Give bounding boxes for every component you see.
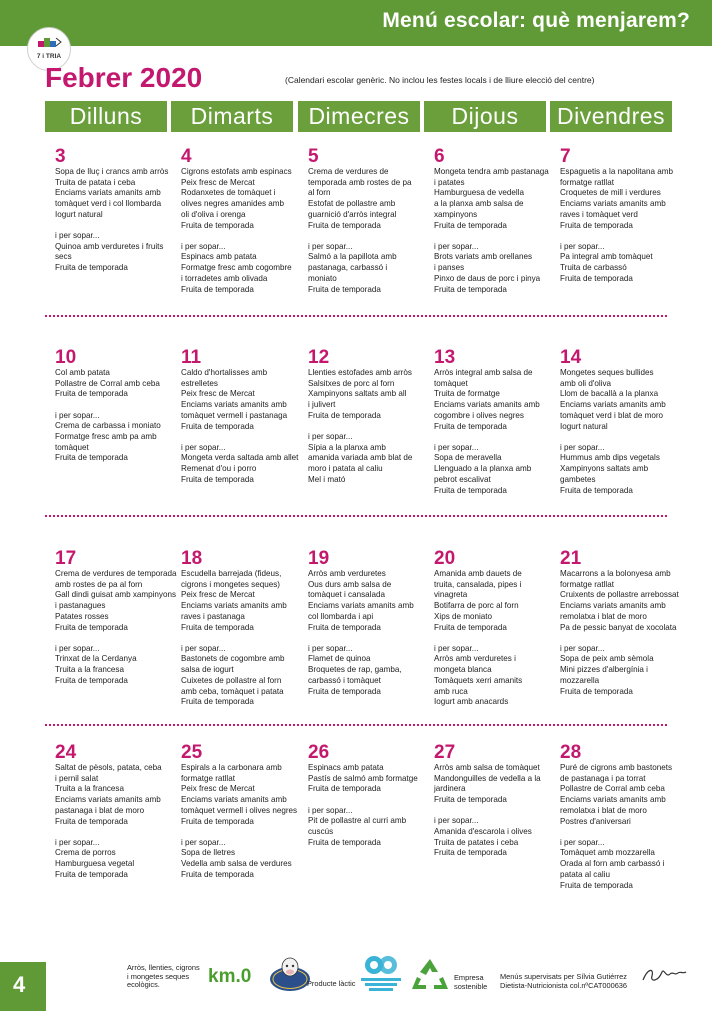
dinner-item: Hamburguesa vegetal <box>55 859 135 869</box>
day-number: 10 <box>55 347 77 368</box>
lunch-item: Cruixents de pollastre arrebossat <box>560 590 679 600</box>
sustainable-label: Empresa sostenible <box>454 973 488 991</box>
lunch-item: Postres d'aniversari <box>560 816 631 826</box>
lunch-item: Fruita de temporada <box>55 389 128 399</box>
menu-day-cell <box>308 743 430 848</box>
lunch-item: Fruita de temporada <box>308 784 381 794</box>
lunch-item: tomàquet vermell i olives negres <box>181 805 298 815</box>
lunch-item: Macarrons a la bolonyesa amb <box>560 569 671 578</box>
lunch-item: Peix fresc de Mercat <box>181 177 255 187</box>
lunch-item: Enciams variats amanits amb <box>560 601 666 611</box>
lunch-item: Fruita de temporada <box>181 622 254 632</box>
menu-day-cell <box>55 147 177 274</box>
dinner-item: Mini pizzes d'albergínia i <box>560 665 648 675</box>
lunch-item: pastanaga i blat de moro <box>55 805 145 815</box>
lunch-item: Arròs amb verduretes <box>308 569 386 578</box>
lunch-item: al forn <box>308 188 331 198</box>
lunch-item: Fruita de temporada <box>434 795 507 805</box>
lunch-item: tomàquet i cansalada <box>308 590 385 600</box>
dinner-item: Flamet de quinoa <box>308 654 371 664</box>
lunch-item: Peix fresc de Mercat <box>181 590 255 600</box>
dinner-heading: i per sopar... <box>560 643 605 653</box>
lunch-item: formatge ratllat <box>181 773 235 783</box>
dinner-heading: i per sopar... <box>434 643 479 653</box>
dinner-item: Fruita de temporada <box>560 485 633 495</box>
day-header-3: Dijous <box>424 101 546 132</box>
dinner-item: Fruita de temporada <box>560 686 633 696</box>
dinner-item: moro i patata al caliu <box>308 464 383 474</box>
lunch-item: Enciams variats amanits amb <box>55 188 161 198</box>
lunch-item: Peix fresc de Mercat <box>181 784 255 794</box>
lunch-item: oli d'oliva i orenga <box>181 209 246 219</box>
day-header-0: Dilluns <box>45 101 167 132</box>
dinner-item: Tomàquet amb mozzarella <box>560 848 655 858</box>
lunch-item: Col amb patata <box>55 368 110 377</box>
dinner-heading: i per sopar... <box>55 410 100 420</box>
page-number: 4 <box>13 972 26 997</box>
day-number: 18 <box>181 548 203 569</box>
dinner-item: Sopa de lletres <box>181 848 235 858</box>
day-number: 20 <box>434 548 456 569</box>
lunch-item: Pollastre de Corral amb ceba <box>560 784 665 794</box>
lunch-item: formatge ratllat <box>560 579 614 589</box>
day-number: 12 <box>308 347 330 368</box>
dinner-heading: i per sopar... <box>308 643 353 653</box>
dinner-item: amb ceba, tomàquet i patata <box>181 686 284 696</box>
dinner-item: Tomàquets xerri amanits <box>434 675 523 685</box>
day-number: 7 <box>560 146 571 167</box>
dinner-item: tomàquet <box>55 442 89 452</box>
dinner-item: Cuixetes de pollastre al forn <box>181 675 282 685</box>
dinner-item: pastanaga, carbassó i <box>308 263 388 273</box>
menu-day-cell <box>434 147 556 295</box>
lunch-item: Truita a la francesa <box>55 784 124 794</box>
lunch-item: Fruita de temporada <box>434 622 507 632</box>
lunch-item: amb rostes de pa al forn <box>55 579 143 589</box>
dinner-item: Crema de carbassa i moniato <box>55 421 161 431</box>
lunch-item: vinagreta <box>434 590 468 600</box>
lunch-item: Enciams variats amanits amb <box>181 601 287 611</box>
lunch-item: olives negres amanides amb <box>181 199 285 209</box>
dinner-heading: i per sopar... <box>308 805 353 815</box>
lunch-item: Mandonguilles de vedella a la <box>434 773 541 783</box>
dinner-item: Sípia a la planxa amb <box>308 442 386 452</box>
lunch-item: Espaguetis a la napolitana amb <box>560 167 673 176</box>
day-number: 13 <box>434 347 456 368</box>
lunch-item: Rodanxetes de tomàquet i <box>181 188 276 198</box>
dinner-item: amanida variada amb blat de <box>308 453 413 463</box>
lunch-item: xampinyons <box>434 209 478 219</box>
lunch-item: Patates rosses <box>55 611 109 621</box>
lunch-item: Enciams variats amanits amb <box>308 601 414 611</box>
dinner-item: Fruita de temporada <box>55 263 128 273</box>
day-number: 24 <box>55 742 77 763</box>
month-title: Febrer 2020 <box>45 62 203 93</box>
dinner-item: Fruita de temporada <box>181 474 254 484</box>
dinner-item: Vedella amb salsa de verdures <box>181 859 292 869</box>
lunch-item: Fruita de temporada <box>55 816 128 826</box>
lunch-item: Enciams variats amanits amb <box>560 795 666 805</box>
day-number: 3 <box>55 146 66 167</box>
lunch-item: Pa de pessic banyat de xocolata <box>560 622 677 632</box>
dinner-heading: i per sopar... <box>560 241 605 251</box>
dinner-item: Truita a la francesa <box>55 665 124 675</box>
dinner-item: mozzarella <box>560 675 600 685</box>
dinner-item: Sopa de meravella <box>434 453 502 463</box>
dairy-label: Producte làctic <box>307 979 356 988</box>
dinner-item: patata al caliu <box>560 869 610 879</box>
lunch-item: cogombre i olives negres <box>434 410 524 420</box>
day-number: 27 <box>434 742 456 763</box>
dinner-item: Fruita de temporada <box>434 284 507 294</box>
dinner-item: Crema de porros <box>55 848 116 858</box>
dinner-item: Truita de patates i ceba <box>434 837 519 847</box>
lunch-item: Crema de verdures de temporada <box>55 569 177 578</box>
lunch-item: formatge ratllat <box>560 177 614 187</box>
dinner-heading: i per sopar... <box>308 241 353 251</box>
page-number-box <box>0 962 46 1011</box>
dinner-item: Quinoa amb verduretes i fruits <box>55 241 164 251</box>
dinner-item: Mel i mató <box>308 474 346 484</box>
menu-day-cell <box>181 147 303 295</box>
dinner-item: Pit de pollastre al curri amb <box>308 816 407 826</box>
dinner-heading: i per sopar... <box>308 432 353 442</box>
dinner-item: Llenguado a la planxa amb <box>434 464 532 474</box>
lunch-item: Pollastre de Corral amb ceba <box>55 378 160 388</box>
lunch-item: i patates <box>434 177 465 187</box>
day-number: 21 <box>560 548 582 569</box>
week-separator <box>45 724 667 726</box>
lunch-item: Amanida amb dauets de <box>434 569 522 578</box>
dinner-heading: i per sopar... <box>560 442 605 452</box>
menu-day-cell <box>434 743 556 859</box>
lunch-item: i pernil salat <box>55 773 99 783</box>
lunch-item: Arròs amb salsa de tomàquet <box>434 763 540 772</box>
day-header-1: Dimarts <box>171 101 293 132</box>
lunch-item: Enciams variats amanits amb <box>181 400 287 410</box>
dinner-item: Fruita de temporada <box>181 284 254 294</box>
dinner-item: secs <box>55 252 72 262</box>
menu-day-cell <box>181 743 303 881</box>
menu-day-cell <box>308 348 430 486</box>
lunch-item: Escudella barrejada (fideus, <box>181 569 282 578</box>
lunch-item: Gall dindi guisat amb xampinyons <box>55 590 177 600</box>
lunch-item: Fruita de temporada <box>181 220 254 230</box>
dinner-item: Orada al forn amb carbassó i <box>560 859 665 869</box>
header-bar <box>0 0 712 46</box>
lunch-item: col llombarda i api <box>308 611 374 621</box>
day-number: 19 <box>308 548 330 569</box>
dinner-heading: i per sopar... <box>434 241 479 251</box>
lunch-item: tomàquet verd i col llombarda <box>55 199 162 209</box>
dinner-item: mongeta blanca <box>434 665 492 675</box>
dinner-item: Trinxat de la Cerdanya <box>55 654 137 664</box>
signature-icon <box>640 964 688 986</box>
day-header-4: Divendres <box>550 101 672 132</box>
menu-day-cell <box>434 549 556 708</box>
dinner-item: salsa de iogurt <box>181 665 234 675</box>
dairy-cow-logo-icon <box>268 955 312 993</box>
menu-day-cell <box>560 743 682 891</box>
dinner-item: Fruita de temporada <box>560 880 633 890</box>
day-number: 5 <box>308 146 319 167</box>
dinner-item: Amanida d'escarola i olives <box>434 827 532 837</box>
dinner-heading: i per sopar... <box>181 643 226 653</box>
lunch-item: Enciams variats amanits amb <box>434 400 540 410</box>
dinner-heading: i per sopar... <box>55 643 100 653</box>
dinner-item: gambetes <box>560 474 596 484</box>
lunch-item: Puré de cigrons amb bastonets <box>560 763 673 772</box>
day-number: 6 <box>434 146 445 167</box>
lunch-item: temporada amb rostes de pa <box>308 177 412 187</box>
lunch-item: Fruita de temporada <box>308 220 381 230</box>
menu-day-cell <box>560 348 682 496</box>
lunch-item: Arròs integral amb salsa de <box>434 368 533 377</box>
dinner-item: pebrot escalivat <box>434 474 491 484</box>
dinner-heading: i per sopar... <box>181 837 226 847</box>
calendar-note: (Calendari escolar genèric. No inclou les festes locals i de lliure elecció del centre) <box>285 75 595 85</box>
day-number: 26 <box>308 742 330 763</box>
lunch-item: Caldo d'hortalisses amb <box>181 368 268 377</box>
lunch-item: i pastanagues <box>55 601 106 611</box>
dinner-item: moniato <box>308 273 337 283</box>
dinner-item: Bastonets de cogombre amb <box>181 654 285 664</box>
lunch-item: Ous durs amb salsa de <box>308 579 392 589</box>
lunch-item: Fruita de temporada <box>434 421 507 431</box>
lunch-item: Fruita de temporada <box>308 410 381 420</box>
lunch-item: Xampinyons saltats amb all <box>308 389 407 399</box>
dinner-item: Broquetes de rap, gamba, <box>308 665 402 675</box>
lunch-item: estrelletes <box>181 378 218 388</box>
menu-day-cell <box>308 549 430 697</box>
lunch-item: Enciams variats amanits amb <box>560 199 666 209</box>
menu-day-cell <box>434 348 556 496</box>
lunch-item: raves i tomàquet verd <box>560 209 638 219</box>
dinner-item: Formatge fresc amb cogombre <box>181 263 292 273</box>
lunch-item: Croquetes de mill i verdures <box>560 188 661 198</box>
day-number: 17 <box>55 548 77 569</box>
cubes-icon <box>36 36 62 50</box>
menu-day-cell <box>181 348 303 486</box>
day-number: 28 <box>560 742 582 763</box>
menu-day-cell <box>560 147 682 285</box>
business-social-value-logo-icon <box>359 951 403 995</box>
dinner-item: Formatge fresc amb pa amb <box>55 432 157 442</box>
day-number: 14 <box>560 347 582 368</box>
lunch-item: Fruita de temporada <box>181 816 254 826</box>
dinner-item: Fruita de temporada <box>434 848 507 858</box>
dinner-item: Brots variats amb orellanes <box>434 252 533 262</box>
dinner-item: Fruita de temporada <box>308 686 381 696</box>
lunch-item: Llom de bacallà a la planxa <box>560 389 659 399</box>
week-separator <box>45 315 667 317</box>
lunch-item: Fruita de temporada <box>434 220 507 230</box>
dinner-item: Fruita de temporada <box>55 869 128 879</box>
dinner-item: Fruita de temporada <box>55 453 128 463</box>
organic-note: Arròs, llenties, cigrons i mongetes seques ecològics. <box>127 963 200 989</box>
lunch-item: Xips de moniato <box>434 611 493 621</box>
dinner-item: Sopa de peix amb sèmola <box>560 654 654 664</box>
lunch-item: de pastanaga i pa torrat <box>560 773 646 783</box>
dinner-heading: i per sopar... <box>560 837 605 847</box>
day-number: 25 <box>181 742 203 763</box>
dinner-heading: i per sopar... <box>434 816 479 826</box>
lunch-item: i julivert <box>308 400 336 410</box>
lunch-item: Fruita de temporada <box>308 622 381 632</box>
dinner-item: Fruita de temporada <box>308 837 381 847</box>
dinner-item: Fruita de temporada <box>434 485 507 495</box>
dinner-heading: i per sopar... <box>434 442 479 452</box>
lunch-item: Truita de patata i ceba <box>55 177 136 187</box>
day-header-2: Dimecres <box>298 101 420 132</box>
lunch-item: raves i pastanaga <box>181 611 245 621</box>
lunch-item: Saltat de pèsols, patata, ceba <box>55 763 162 772</box>
lunch-item: jardinera <box>434 784 466 794</box>
lunch-item: Mongetes seques bullides <box>560 368 654 377</box>
dinner-item: Fruita de temporada <box>181 869 254 879</box>
menu-day-cell <box>308 147 430 295</box>
dinner-heading: i per sopar... <box>181 442 226 452</box>
lunch-item: tomàquet vermell i pastanaga <box>181 410 288 420</box>
dinner-item: carbassó i tomàquet <box>308 675 381 685</box>
dinner-heading: i per sopar... <box>55 837 100 847</box>
lunch-item: Llenties estofades amb arròs <box>308 368 412 377</box>
lunch-item: Espinacs amb patata <box>308 763 384 772</box>
lunch-item: Fruita de temporada <box>181 421 254 431</box>
lunch-item: Enciams variats amanits amb <box>181 795 287 805</box>
dinner-item: Xampinyons saltats amb <box>560 464 649 474</box>
lunch-item: Fruita de temporada <box>55 622 128 632</box>
dinner-item: Fruita de temporada <box>55 675 128 685</box>
dinner-item: Hummus amb dips vegetals <box>560 453 660 463</box>
menu-day-cell <box>55 348 177 464</box>
lunch-item: Salsitxes de porc al forn <box>308 378 395 388</box>
supervisor-note: Menús supervisats per Sílvia Gutiérrez Dietista-Nutricionista col.nºCAT000636 <box>500 972 628 990</box>
dinner-heading: i per sopar... <box>181 241 226 251</box>
lunch-item: Fruita de temporada <box>560 220 633 230</box>
dinner-item: Remenat d'ou i porro <box>181 464 257 474</box>
dinner-item: Arròs amb verduretes i <box>434 654 516 664</box>
dinner-item: i panses <box>434 263 465 273</box>
dinner-item: Fruita de temporada <box>308 284 381 294</box>
dinner-item: Espinacs amb patata <box>181 252 257 262</box>
menu-day-cell <box>181 549 303 708</box>
lunch-item: Iogurt natural <box>560 421 608 431</box>
lunch-item: cigrons i mongetes seques) <box>181 579 280 589</box>
logo-text: 7 i TRIA <box>36 53 62 60</box>
week-separator <box>45 515 667 517</box>
lunch-item: Sopa de lluç i crancs amb arròs <box>55 167 169 176</box>
dinner-item: i torradetes amb olivada <box>181 273 268 283</box>
lunch-item: remolatxa i blat de moro <box>560 611 647 621</box>
km0-logo: km.0 <box>208 966 252 987</box>
lunch-item: Estofat de pollastre amb <box>308 199 396 209</box>
dinner-item: Fruita de temporada <box>560 273 633 283</box>
lunch-item: tomàquet <box>434 378 468 388</box>
lunch-item: Cigrons estofats amb espinacs <box>181 167 292 176</box>
lunch-item: truita, cansalada, pipes i <box>434 579 522 589</box>
menu-day-cell <box>55 549 177 687</box>
dinner-item: Truita de carbassó <box>560 263 627 273</box>
lunch-item: a la planxa amb salsa de <box>434 199 524 209</box>
dinner-heading: i per sopar... <box>55 231 100 241</box>
lunch-item: Pastís de salmó amb formatge <box>308 773 418 783</box>
lunch-item: Crema de verdures de <box>308 167 389 176</box>
lunch-item: tomàquet verd i blat de moro <box>560 410 664 420</box>
lunch-item: Enciams variats amanits amb <box>560 400 666 410</box>
recycle-icon <box>410 957 450 993</box>
lunch-item: Hamburguesa de vedella <box>434 188 524 198</box>
dinner-item: Pa integral amb tomàquet <box>560 252 653 262</box>
lunch-item: Peix fresc de Mercat <box>181 389 255 399</box>
header-title: Menú escolar: què menjarem? <box>382 9 690 32</box>
dinner-item: Mongeta verda saltada amb allet <box>181 453 299 463</box>
lunch-item: Mongeta tendra amb pastanaga <box>434 167 549 176</box>
menu-day-cell <box>55 743 177 881</box>
lunch-item: Truita de formatge <box>434 389 500 399</box>
dinner-item: cuscús <box>308 827 334 837</box>
lunch-item: Iogurt natural <box>55 209 103 219</box>
day-number: 11 <box>181 347 202 368</box>
lunch-item: Enciams variats amanits amb <box>55 795 161 805</box>
day-number: 4 <box>181 146 192 167</box>
dinner-item: Pinxo de daus de porc i pinya <box>434 273 541 283</box>
menu-day-cell <box>560 549 682 697</box>
lunch-item: amb oli d'oliva <box>560 378 612 388</box>
dinner-item: amb ruca <box>434 686 468 696</box>
lunch-item: guarnició d'arròs integral <box>308 209 397 219</box>
dinner-item: Fruita de temporada <box>181 697 254 707</box>
lunch-item: Botifarra de porc al forn <box>434 601 519 611</box>
dinner-item: Salmó a la papillota amb <box>308 252 397 262</box>
dinner-item: Iogurt amb anacards <box>434 697 509 707</box>
lunch-item: Espirals a la carbonara amb <box>181 763 282 772</box>
lunch-item: remolatxa i blat de moro <box>560 805 647 815</box>
